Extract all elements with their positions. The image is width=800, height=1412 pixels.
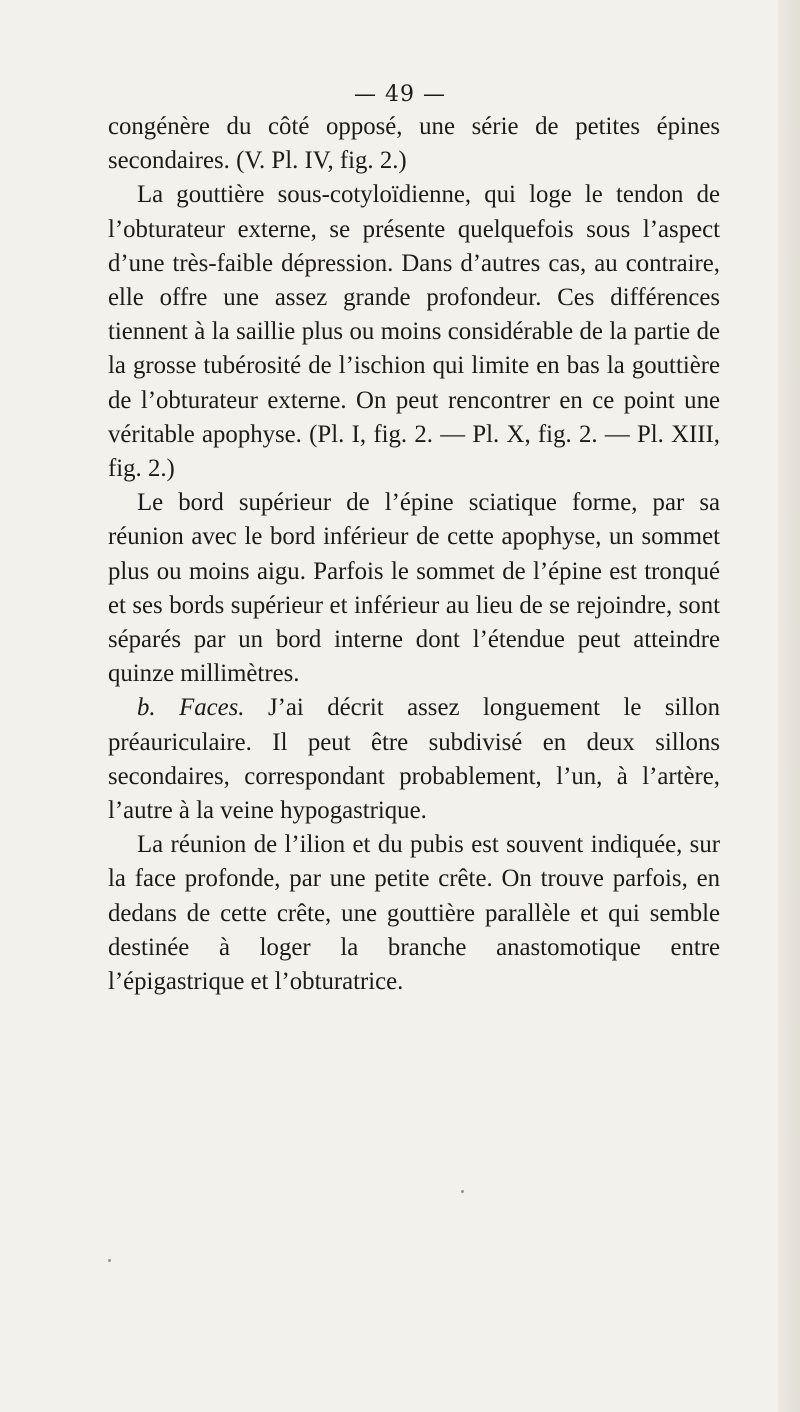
- body-text: [108, 110, 720, 999]
- paragraph-faces: [108, 691, 720, 828]
- paragraph-text: Le bord supérieur de l’épine sciatique forme, par sa réunion avec le bord inférieur de cette apophyse, un sommet plus ou moins aigu. Parfois le sommet de l’épine est tronqué et ses bords supérieur et inférieur au lieu de se rejoindre, sont séparés par un bord interne dont l’étendue peut atteindre quinze millimètres.: [108, 489, 720, 688]
- paragraph-text: J’ai décrit assez longuement le sillon préauriculaire. Il peut être subdivisé en deux sillons secondaires, correspondant probablement, l’un, à l’artère, l’autre à la veine hypogastrique.: [108, 694, 720, 825]
- paragraph-text: La gouttière sous-cotyloïdienne, qui loge le tendon de l’obturateur externe, se présente quelquefois sous l’aspect d’une très-faible dépression. Dans d’autres cas, au contraire, elle offre une assez grande profondeur. Ces différences tiennent à la saillie plus ou moins considérable de la partie de la grosse tubérosité de l’ischion qui limite en bas la gouttière de l’obturateur externe. On peut rencontrer en ce point une véritable apophyse. (Pl. I, fig. 2. — Pl. X, fig. 2. — Pl. XIII, fig. 2.): [108, 181, 720, 483]
- paper-speck: [461, 1190, 464, 1193]
- paragraph-gouttiere: [108, 178, 720, 486]
- paragraph-continuation: [108, 110, 720, 178]
- paragraph-text: congénère du côté opposé, une série de petites épines secondaires. (V. Pl. IV, fig. 2.): [108, 113, 720, 175]
- section-label: b. Faces.: [137, 694, 245, 722]
- page-number: — 49 —: [354, 82, 446, 107]
- paper-speck: [108, 1259, 111, 1262]
- page-edge-shadow: [778, 0, 800, 1412]
- paragraph-bord-superieur: [108, 486, 720, 691]
- paragraph-reunion: [108, 828, 720, 999]
- paragraph-text: La réunion de l’ilion et du pubis est souvent indiquée, sur la face profonde, par une petite crête. On trouve parfois, en dedans de cette crête, une gouttière parallèle et qui semble destinée à loger la branche anastomotique entre l’épigastrique et l’obturatrice.: [108, 831, 720, 996]
